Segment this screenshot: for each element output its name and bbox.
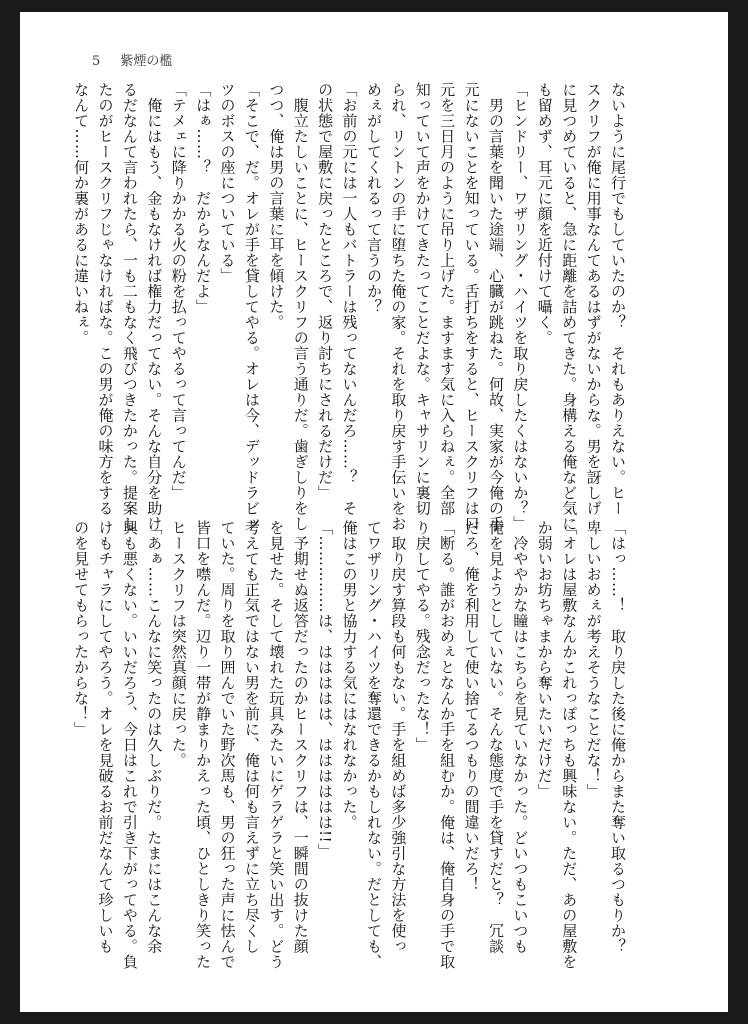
text-line: 俺を見ようとしていない。そんな態度で手を貸すだと？ 冗談 xyxy=(486,520,505,954)
text-line: に見つめていると、急に距離を詰めてきた。身構える俺など気に xyxy=(560,82,579,532)
text-line: 俺にはもう、金もなければ権力だってない。そんな自分を助け xyxy=(145,82,164,532)
text-line: 興も悪くない。いいだろう、今日はこれで引き下がってやる。負 xyxy=(120,520,139,970)
running-header xyxy=(92,50,172,69)
text-line: 元にないことを知っている。舌打ちをすると、ヒースクリフは口 xyxy=(462,82,481,532)
book-page xyxy=(20,12,728,1012)
text-line: 「テメェに降りかかる火の粉を払ってやるって言ってんだ」 xyxy=(169,82,188,501)
text-line: 予期せぬ返答だったのかヒースクリフは、一瞬間の抜けた顔 xyxy=(291,520,310,954)
text-line: てワザリング・ハイツを奪還できるかもしれない。だとしても、 xyxy=(364,520,383,970)
chapter-title: 紫煙の檻 xyxy=(120,54,173,69)
text-line: ツのボスの座についている」 xyxy=(218,82,237,284)
text-line: ヒースクリフは突然真顔に戻った。 xyxy=(169,520,188,768)
text-line: 「お前の元には一人もバトラーは残ってないんだろ……？ そ xyxy=(340,82,359,516)
top-text-block xyxy=(72,82,630,532)
text-line: るだなんて言われたら、一も二もなく飛びつきたかった。提案し xyxy=(120,82,139,532)
text-line: 冷ややかな瞳はこちらを見ていなかった。どいつもこいつも xyxy=(511,520,530,954)
page-number: 5 xyxy=(92,54,101,69)
text-line: 「はっ……！ 取り戻した後に俺からまた奪い取るつもりか？ xyxy=(609,520,627,954)
text-line: 「あぁ……こんなに笑ったのは久しぶりだ。たまにはこんな余 xyxy=(145,520,164,954)
text-line: のを見せてもらったからな！」 xyxy=(72,520,91,737)
text-line: 「ヒンドリー、ワザリング・ハイツを取り戻したくはないか？」 xyxy=(511,82,530,532)
text-line: 男の言葉を聞いた途端、心臓が跳ねた。何故、実家が今俺の手 xyxy=(486,82,505,532)
text-line: けもチャラにしてやろう。オレを見破るお前だなんて珍しいも xyxy=(96,520,115,954)
text-line: 元を三日月のように吊り上げた。ますます気に入らねぇ。全部 xyxy=(438,82,457,516)
text-line: 「断る。誰がおめぇとなんか手を組むか。俺は、俺自身の手で取 xyxy=(438,520,457,970)
text-line: も留めず、耳元に顔を近付けて囁く。 xyxy=(535,82,554,346)
text-line: られ、リントンの手に堕ちた俺の家。それを取り戻す手伝いをお xyxy=(389,82,408,532)
text-line: ないように尾行でもしていたのか？ それもありえない。ヒー xyxy=(609,82,627,516)
text-line: 「オレは屋敷なんかこれっぽっちも興味ない。ただ、あの屋敷を xyxy=(560,520,579,970)
text-line: たのがヒースクリフじゃなければな。この男が俺の味方をする xyxy=(96,82,115,516)
bottom-text-block xyxy=(72,520,630,970)
text-line: り戻してやる。残念だったな！」 xyxy=(413,520,432,753)
text-line: なんて……何か裏があるに違いねぇ。 xyxy=(72,82,91,346)
text-line: の状態で屋敷に戻ったところで、返り討ちにされるだけだ」 xyxy=(316,82,335,501)
text-line: 「……………は、ははははは、はははははは!!」 xyxy=(316,520,335,859)
text-line: ていた。周りを取り囲んでいた野次馬も、男の狂った声に怯んで xyxy=(218,520,237,970)
text-line: 俺はこの男と協力する気にはなれなかった。 xyxy=(340,520,359,830)
text-line: 考えても正気ではない男を前に、俺は何も言えずに立ち尽くし xyxy=(242,520,261,954)
text-line: 皆口を噤んだ。辺り一帯が静まりかえった頃、ひとしきり笑った xyxy=(194,520,213,970)
text-line: だろ、俺を利用して使い捨てるつもりの間違いだろ！ xyxy=(462,520,481,892)
text-line: 取り戻す算段も何もない。手を組めば多少強引な方法を使っ xyxy=(389,520,408,954)
text-line: 腹立たしいことに、ヒースクリフの言う通りだ。歯ぎしりをし xyxy=(291,82,310,532)
text-line: 「そこで、だ。オレが手を貸してやる。オレは今、デッドラビッ xyxy=(242,82,261,532)
text-line: 「はぁ……？ だからなんだよ」 xyxy=(194,82,213,315)
text-line: 知っていて声をかけてきたってことだよな。キャサリンに裏切 xyxy=(413,82,432,516)
text-line: スクリフが俺に用事なんてあるはずがないからな。男を訝しげ xyxy=(584,82,603,516)
text-line: 卑しいおめぇが考えそうなことだな！」 xyxy=(584,520,603,799)
text-line: か弱いお坊ちゃまから奪いたいだけだ」 xyxy=(535,520,554,799)
text-line: を見せた。そして壊れた玩具みたいにゲラゲラと笑い出す。どう xyxy=(267,520,286,970)
text-line: めぇがしてくれるって言うのか？ xyxy=(364,82,383,315)
text-line: つつ、俺は男の言葉に耳を傾けた。 xyxy=(267,82,286,330)
